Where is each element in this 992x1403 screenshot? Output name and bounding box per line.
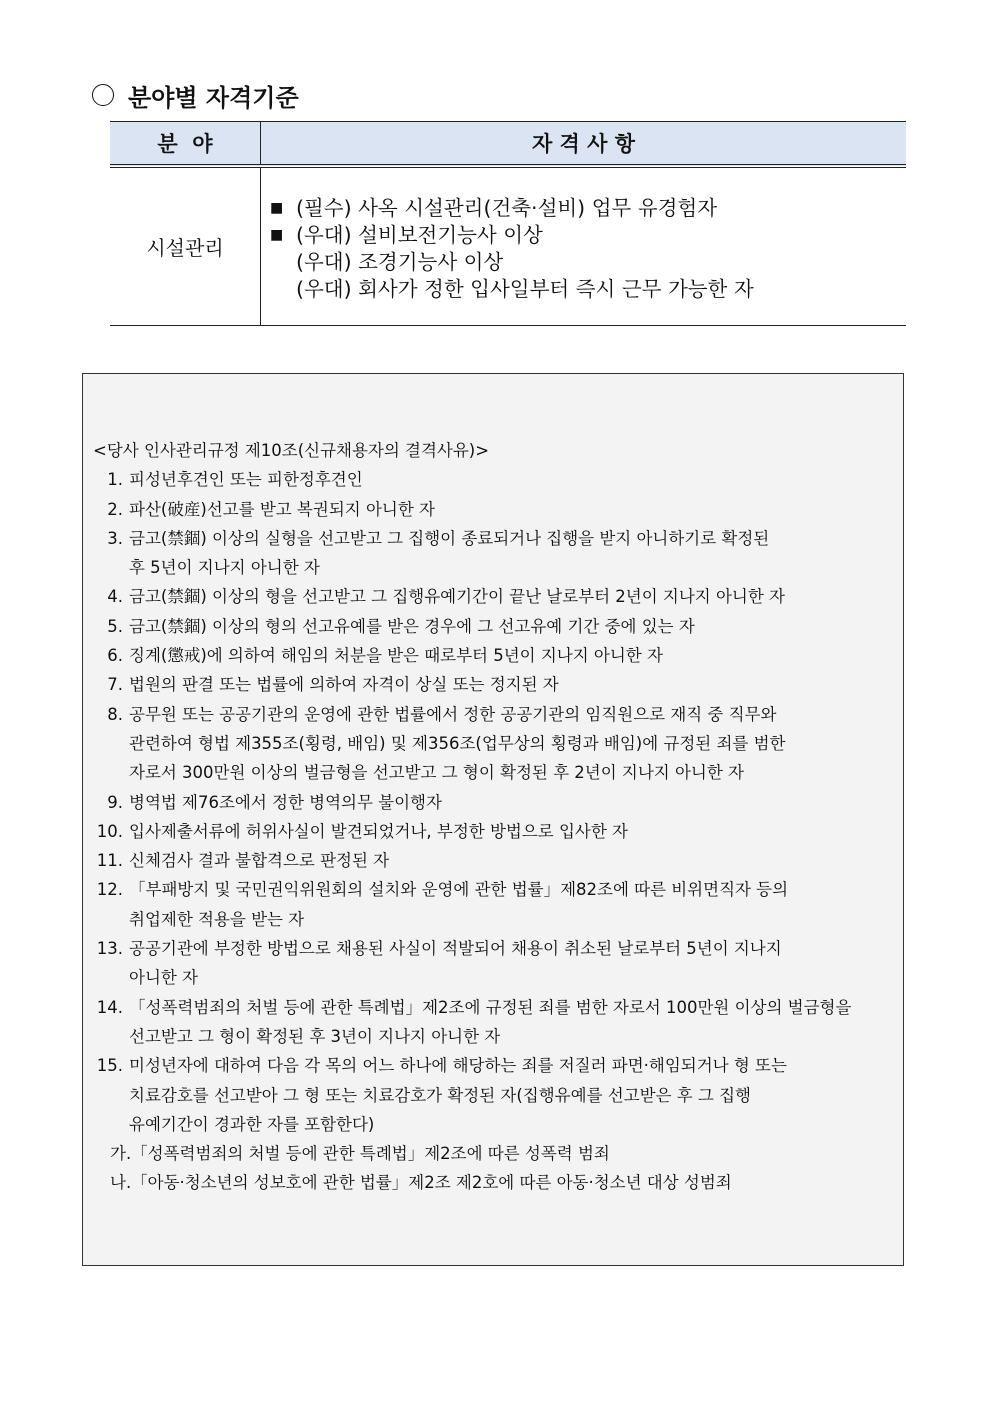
rule-number: 8. bbox=[107, 704, 123, 724]
rule-number: 12. bbox=[96, 880, 123, 900]
requirement-list bbox=[262, 191, 905, 303]
rule-number: 6. bbox=[107, 646, 123, 666]
requirement-item bbox=[270, 276, 905, 303]
rule-item bbox=[93, 670, 897, 699]
rule-text: 「성폭력범죄의 처벌 등에 관한 특례법」제2조에 규정된 죄를 범한 자로서 100만원 이상의 벌금형을 선고받고 그 형이 확정된 후 3년이 지나지 아니한 자 bbox=[129, 997, 852, 1046]
rule-number: 15. bbox=[96, 1056, 123, 1076]
square-bullet-icon: ■ bbox=[270, 226, 284, 243]
requirement-text: (우대) 회사가 정한 입사일부터 즉시 근무 가능한 자 bbox=[296, 276, 754, 301]
qualification-table bbox=[110, 121, 906, 326]
rule-text: 「부패방지 및 국민권익위원회의 설치와 운영에 관한 법률」제82조에 따른 비위면직자 등의 취업제한 적용을 받는 자 bbox=[129, 880, 789, 929]
rule-item bbox=[93, 817, 897, 846]
rule-number: 5. bbox=[107, 616, 123, 636]
rule-number: 13. bbox=[96, 939, 123, 959]
qualifications-cell bbox=[261, 166, 907, 326]
table-header-row bbox=[110, 122, 906, 167]
rule-text: 법원의 판결 또는 법률에 의하여 자격이 상실 또는 정지된 자 bbox=[129, 675, 559, 695]
rule-text: 피성년후견인 또는 피한정후견인 bbox=[129, 470, 363, 490]
square-bullet-icon: ■ bbox=[270, 199, 284, 216]
rule-text: 미성년자에 대하여 다음 각 목의 어느 하나에 해당하는 죄를 저질러 파면·해임되거나 형 또는 치료감호를 선고받아 그 형 또는 치료감호가 확정된 자(집행유예를 선고받은 후 그 집행 유예기간이 경과한 자를 포함한다) bbox=[129, 1056, 787, 1134]
rule-number: 10. bbox=[96, 821, 123, 841]
rule-item bbox=[93, 612, 897, 641]
rule-number: 7. bbox=[107, 675, 123, 695]
disqualification-box bbox=[82, 373, 904, 1266]
rule-number: 3. bbox=[107, 528, 123, 548]
rule-number: 2. bbox=[107, 499, 123, 519]
rule-item bbox=[93, 875, 897, 934]
rule-number: 1. bbox=[107, 470, 123, 490]
rule-text: 공공기관에 부정한 방법으로 채용된 사실이 적발되어 채용이 취소된 날로부터 5년이 지나지 아니한 자 bbox=[129, 939, 782, 988]
rule-item bbox=[93, 846, 897, 875]
rule-item bbox=[93, 993, 897, 1052]
rule-number: 11. bbox=[96, 851, 123, 871]
requirement-text: (우대) 조경기능사 이상 bbox=[296, 249, 504, 274]
rule-sub-item: 나.「아동·청소년의 성보호에 관한 법률」제2조 제2호에 따른 아동·청소년 대상 성범죄 bbox=[110, 1173, 732, 1193]
rules-title: <당사 인사관리규정 제10조(신규채용자의 결격사유)> bbox=[93, 441, 490, 460]
rule-text: 금고(禁錮) 이상의 실형을 선고받고 그 집행이 종료되거나 집행을 받지 아니하기로 확정된 후 5년이 지나지 아니한 자 bbox=[129, 528, 770, 578]
requirement-text: (필수) 사옥 시설관리(건축·설비) 업무 유경험자 bbox=[296, 195, 718, 220]
rule-item bbox=[93, 934, 897, 993]
rule-text: 신체검사 결과 불합격으로 판정된 자 bbox=[129, 851, 390, 871]
rule-item bbox=[93, 495, 897, 524]
rule-item bbox=[93, 1051, 897, 1139]
rule-item bbox=[93, 788, 897, 817]
section-title bbox=[92, 78, 299, 112]
rule-text: 금고(禁錮) 이상의 형의 선고유예를 받은 경우에 그 선고유예 기간 중에 있는 자 bbox=[129, 616, 695, 636]
rule-item bbox=[93, 465, 897, 494]
rule-number: 9. bbox=[107, 792, 123, 812]
field-cell: 시설관리 bbox=[110, 166, 261, 326]
rule-text: 병역법 제76조에서 정한 병역의무 불이행자 bbox=[129, 792, 442, 812]
rule-text: 징계(懲戒)에 의하여 해임의 처분을 받은 때로부터 5년이 지나지 아니한 자 bbox=[129, 646, 663, 666]
rule-text: 금고(禁錮) 이상의 형을 선고받고 그 집행유예기간이 끝난 날로부터 2년이 지나지 아니한 자 bbox=[129, 587, 785, 607]
header-field: 분 야 bbox=[110, 122, 261, 167]
requirement-text: (우대) 설비보전기능사 이상 bbox=[296, 222, 543, 247]
table-row bbox=[110, 166, 906, 326]
rules-container bbox=[93, 436, 897, 1198]
requirement-item bbox=[270, 222, 905, 249]
section-title-text: 분야별 자격기준 bbox=[128, 82, 299, 112]
circle-bullet-icon bbox=[92, 84, 114, 106]
rule-item bbox=[93, 641, 897, 670]
rule-text: 입사제출서류에 허위사실이 발견되었거나, 부정한 방법으로 입사한 자 bbox=[129, 821, 628, 841]
rule-text: 파산(破産)선고를 받고 복권되지 아니한 자 bbox=[129, 499, 435, 519]
rule-number: 4. bbox=[107, 587, 123, 607]
requirement-item bbox=[270, 249, 905, 276]
rule-sub-item: 가.「성폭력범죄의 처벌 등에 관한 특례법」제2조에 따른 성폭력 범죄 bbox=[110, 1144, 610, 1164]
requirement-item bbox=[270, 195, 905, 222]
rule-item bbox=[93, 700, 897, 788]
rule-item bbox=[93, 582, 897, 611]
rule-item bbox=[93, 524, 897, 583]
rule-text: 공무원 또는 공공기관의 운영에 관한 법률에서 정한 공공기관의 임직원으로 재직 중 직무와 관련하여 형법 제355조(횡령, 배임) 및 제356조(업무상의 횡령과 배임)에 규정된 죄를 범한 자로서 300만원 이상의 벌금형을 선고받고 그 형이 확정된 후 2년이 지나지 아니한 자 bbox=[129, 704, 786, 783]
header-qualifications: 자 격 사 항 bbox=[261, 122, 907, 167]
rule-number: 14. bbox=[96, 997, 123, 1017]
